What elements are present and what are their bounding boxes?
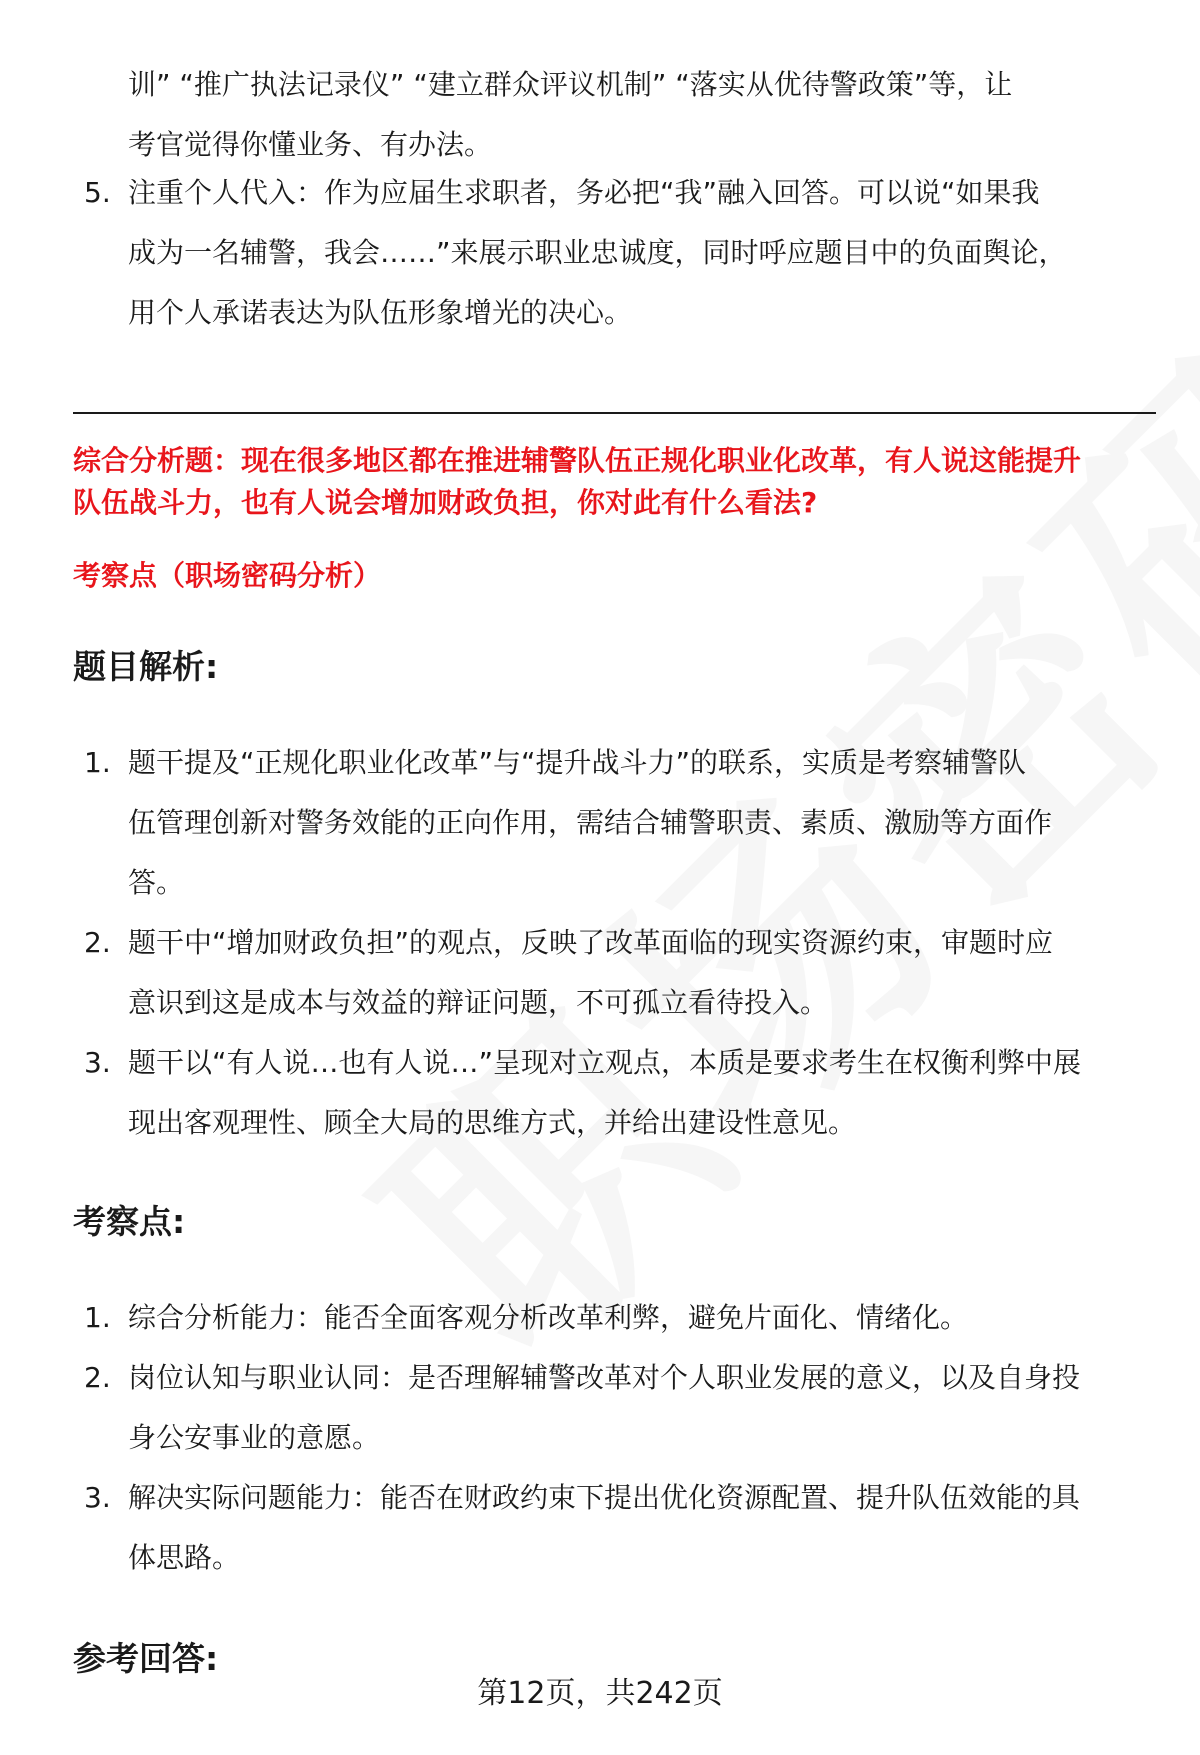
list-number: 2. — [84, 926, 111, 959]
points-heading: 考察点: — [73, 1202, 186, 1241]
list-number: 3. — [84, 1481, 111, 1514]
text-line: 答。 — [128, 866, 185, 899]
text-line: 伍管理创新对警务效能的正向作用，需结合辅警职责、素质、激励等方面作 — [128, 806, 1053, 839]
text-line: 用个人承诺表达为队伍形象增光的决心。 — [128, 296, 633, 329]
text-line: 岗位认知与职业认同：是否理解辅警改革对个人职业发展的意义，以及自身投 — [128, 1361, 1081, 1394]
question-line: 综合分析题：现在很多地区都在推进辅警队伍正规化职业化改革，有人说这能提升 — [73, 444, 1082, 477]
text-line: 解决实际问题能力：能否在财政约束下提出优化资源配置、提升队伍效能的具 — [128, 1481, 1081, 1514]
text-line: 体思路。 — [128, 1541, 241, 1574]
text-line: 现出客观理性、顾全大局的思维方式，并给出建设性意见。 — [128, 1106, 857, 1139]
text-line: 意识到这是成本与效益的辩证问题，不可孤立看待投入。 — [128, 986, 829, 1019]
list-number: 3. — [84, 1046, 111, 1079]
list-number: 5. — [84, 176, 111, 209]
text-line: 训” “推广执法记录仪” “建立群众评议机制” “落实从优待警政策”等，让 — [128, 68, 1013, 101]
list-number: 1. — [84, 746, 111, 779]
list-item — [0, 1348, 1158, 1468]
analysis-list — [0, 733, 1200, 1153]
analysis-heading: 题目解析: — [73, 647, 219, 686]
page-number: 第12页，共242页 — [477, 1676, 723, 1711]
list-item — [0, 1288, 1158, 1348]
question-text — [73, 440, 1163, 524]
list-item — [0, 733, 1158, 913]
text-line: 综合分析能力：能否全面客观分析改革利弊，避免片面化、情绪化。 — [128, 1301, 969, 1334]
list-item — [0, 1468, 1158, 1588]
section-divider — [73, 412, 1156, 414]
text-line: 题干以“有人说…也有人说…”呈现对立观点，本质是要求考生在权衡利弊中展 — [128, 1046, 1082, 1079]
points-list — [0, 1288, 1200, 1588]
list-number: 1. — [84, 1301, 111, 1334]
text-line: 成为一名辅警，我会……”来展示职业忠诚度，同时呼应题目中的负面舆论， — [128, 236, 1067, 269]
text-line: 考官觉得你懂业务、有办法。 — [128, 128, 493, 161]
list-item — [0, 1033, 1158, 1153]
text-line: 注重个人代入：作为应届生求职者，务必把“我”融入回答。可以说“如果我 — [128, 176, 1040, 209]
text-line: 身公安事业的意愿。 — [128, 1421, 381, 1454]
list-number: 2. — [84, 1361, 111, 1394]
tips-list — [0, 163, 1200, 343]
question-line: 队伍战斗力，也有人说会增加财政负担，你对此有什么看法? — [73, 486, 818, 519]
analysis-label: 考察点（职场密码分析） — [73, 559, 382, 592]
text-line: 题干提及“正规化职业化改革”与“提升战斗力”的联系，实质是考察辅警队 — [128, 746, 1027, 779]
list-item — [0, 913, 1158, 1033]
answer-heading: 参考回答: — [73, 1639, 219, 1678]
text-line: 题干中“增加财政负担”的观点，反映了改革面临的现实资源约束，审题时应 — [128, 926, 1054, 959]
list-item — [0, 163, 1158, 343]
continuation-text — [128, 55, 1158, 175]
